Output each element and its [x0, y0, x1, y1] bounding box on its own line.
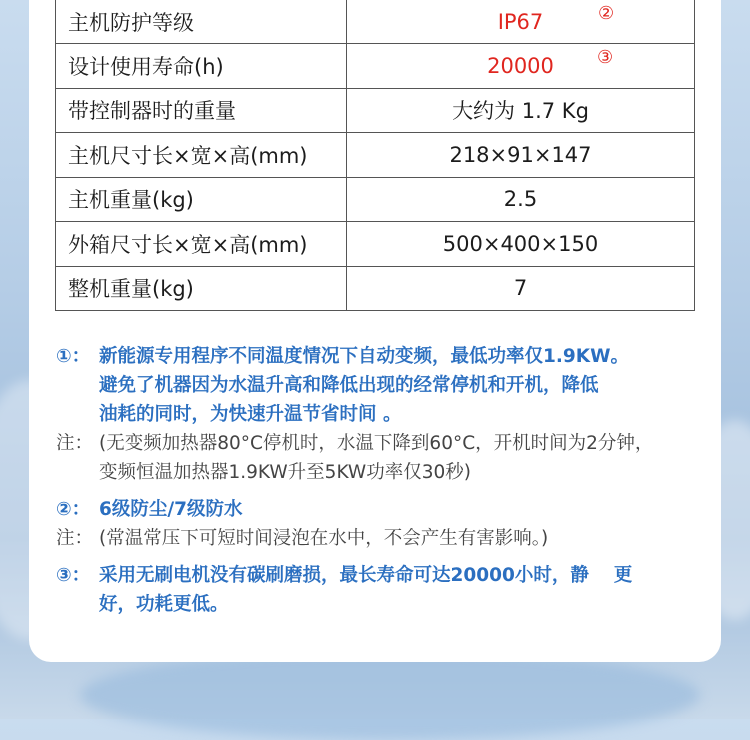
- reference-mark: ②: [598, 3, 615, 24]
- spec-label: 整机重量(kg): [56, 266, 347, 311]
- spec-value-cell: [347, 44, 695, 89]
- note-line: 变频恒温加热器1.9KW升至5KW功率仅30秒): [99, 462, 471, 483]
- note-marker: ③：: [56, 565, 91, 586]
- spec-label: 主机重量(kg): [56, 177, 347, 222]
- spec-value: IP67: [497, 9, 544, 34]
- spec-value-cell: [347, 266, 695, 311]
- reference-mark: ③: [597, 47, 614, 68]
- spec-value-cell: [347, 88, 695, 133]
- spec-row: [56, 133, 695, 178]
- spec-row: [56, 222, 695, 267]
- spec-row: [56, 266, 695, 311]
- note-2-remark: [56, 524, 706, 553]
- spec-value-cell: [347, 0, 695, 44]
- note-line: 油耗的同时，为快速升温节省时间 。: [99, 404, 402, 425]
- spec-label: 主机防护等级: [56, 0, 347, 44]
- note-line: 新能源专用程序不同温度情况下自动变频，最低功率仅1.9KW。: [99, 346, 630, 367]
- spec-value-cell: [347, 133, 695, 178]
- spec-label: 设计使用寿命(h): [56, 44, 347, 89]
- spec-value-cell: [347, 177, 695, 222]
- note-marker: ②：: [56, 499, 91, 520]
- spec-value: 218×91×147: [449, 142, 592, 167]
- note-1: [56, 342, 706, 429]
- spec-value: 500×400×150: [442, 231, 599, 256]
- note-line: (常温常压下可短时间浸泡在水中，不会产生有害影响。): [99, 528, 549, 549]
- spec-row: [56, 88, 695, 133]
- spec-value: 7: [513, 276, 528, 301]
- note-marker: 注：: [56, 433, 94, 454]
- spec-label: 外箱尺寸长×宽×高(mm): [56, 222, 347, 267]
- spec-row: [56, 177, 695, 222]
- note-1-remark: [56, 429, 706, 487]
- spec-row: [56, 44, 695, 89]
- spec-value: 大约为 1.7 Kg: [452, 99, 589, 124]
- note-line: 避免了机器因为水温升高和降低出现的经常停机和开机，降低: [99, 375, 599, 396]
- spec-table: [55, 0, 695, 311]
- spec-label: 主机尺寸长×宽×高(mm): [56, 133, 347, 178]
- notes-section: [56, 342, 706, 619]
- note-line: 采用无刷电机没有碳刷磨损，最长寿命可达20000小时，静 更: [99, 565, 633, 586]
- note-marker: 注：: [56, 528, 94, 549]
- spec-label: 带控制器时的重量: [56, 88, 347, 133]
- spec-value-cell: [347, 222, 695, 267]
- background-bubble: [80, 650, 700, 740]
- note-marker: ①：: [56, 346, 91, 367]
- note-3: [56, 561, 706, 619]
- note-line: 好，功耗更低。: [99, 594, 229, 615]
- spec-value: 2.5: [503, 187, 538, 212]
- note-line: (无变频加热器80°C停机时，水温下降到60°C，开机时间为2分钟，: [99, 433, 654, 454]
- spec-value: 20000: [487, 53, 554, 78]
- spec-row: [56, 0, 695, 44]
- note-2: [56, 495, 706, 524]
- note-line: 6级防尘/7级防水: [99, 499, 243, 520]
